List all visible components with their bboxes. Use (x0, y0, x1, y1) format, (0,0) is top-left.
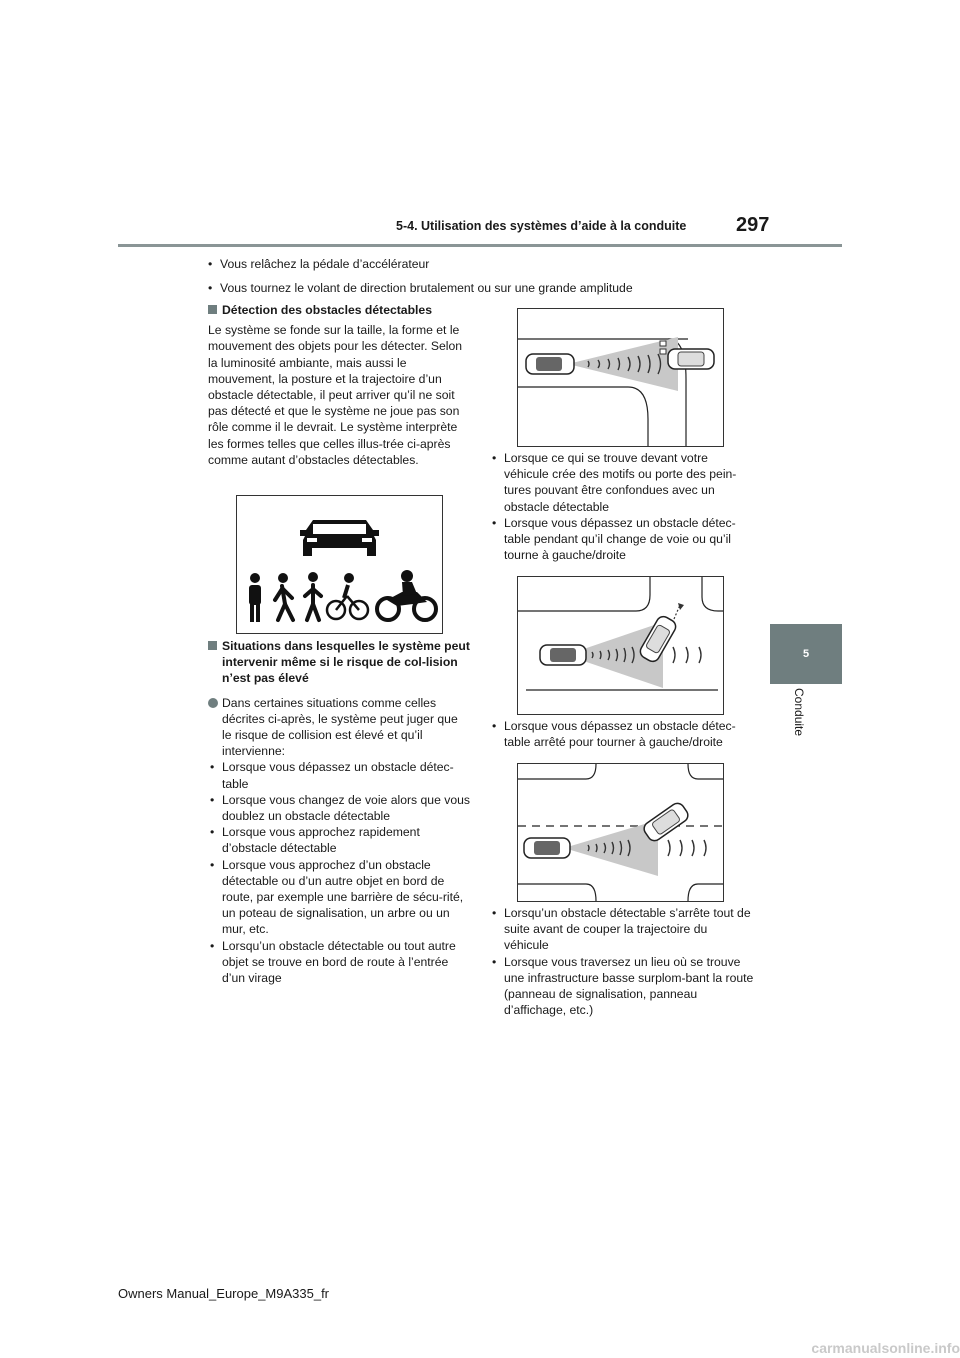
top-bullet-list (206, 256, 766, 296)
list-item: • Lorsqu’un obstacle détectable ou tout autre objet se trouve en bord de route à l’entrée d’un virage (208, 938, 470, 987)
situations-bullet-list (208, 759, 470, 986)
square-bullet-icon (208, 305, 217, 314)
list-item: • Vous relâchez la pédale d’accélérateur (206, 256, 766, 272)
figure-curve-scenario (517, 308, 724, 447)
chapter-number: 5 (802, 648, 810, 660)
square-bullet-icon (208, 641, 217, 650)
motorcycle-icon (377, 570, 436, 620)
watermark: carmanualsonline.info (811, 1340, 960, 1356)
section-title: 5-4. Utilisation des systèmes d’aide à la conduite (396, 219, 687, 233)
chapter-label: Conduite (792, 688, 806, 737)
stopped-vehicle (641, 801, 690, 844)
situations-section (208, 638, 470, 986)
pedestrian-carrying-icon (305, 572, 321, 620)
list-item: • Lorsque vous dépassez un obstacle détec-table (208, 759, 470, 791)
chapter-tab (770, 624, 842, 684)
right-bullet-list-2 (490, 718, 755, 750)
right-bullet-list-3 (490, 905, 755, 1018)
pedestrian-standing-icon (249, 573, 261, 622)
detection-body: Le système se fonde sur la taille, la forme et le mouvement des objets pour les détecter. Selon la luminosité ambiante, mais aussi le mouvement, la posture et la trajectoire d’un obstacle détectable, il peut arriver qu’il ne soit pas détecté et que le système ne joue pas son rôle comme il le devrait. Le système interprète les formes telles que celles illus-trée ci-après comme autant d’obstacles détectables. (208, 323, 463, 467)
detection-section (208, 302, 470, 468)
own-vehicle (524, 838, 570, 858)
own-vehicle (526, 354, 574, 374)
list-item: • Lorsque vous approchez rapidement d’obstacle détectable (208, 824, 470, 856)
list-item: • Lorsque vous approchez d’un obstacle détectable ou d’un autre objet en bord de route, par exemple une barrière de sécu-rité, un poteau de signalisation, un arbre ou un mur, etc. (208, 857, 470, 938)
page-number: 297 (736, 214, 770, 236)
figure-stopped-turning-scenario (517, 763, 724, 902)
right-bullet-list-1 (490, 450, 755, 563)
list-item: • Lorsque vous changez de voie alors que vous doublez un obstacle détectable (208, 792, 470, 824)
car-front-icon (300, 520, 379, 556)
figure-turning-scenario (517, 576, 724, 715)
figure-detectable-obstacles (236, 495, 443, 634)
header-divider (118, 244, 842, 247)
detection-heading: Détection des obstacles détectables (208, 302, 470, 318)
list-item: • Lorsque vous dépassez un obstacle détec-table pendant qu’il change de voie ou qu’il tourne à gauche/droite (490, 515, 755, 564)
own-vehicle (540, 645, 586, 665)
list-item: • Lorsque vous dépassez un obstacle détec-table arrêté pour tourner à gauche/droite (490, 718, 755, 750)
circle-bullet-icon (208, 698, 218, 708)
list-item: • Vous tournez le volant de direction brutalement ou sur une grande amplitude (206, 280, 766, 296)
footer-manual-id: Owners Manual_Europe_M9A335_fr (118, 1286, 330, 1301)
list-item: • Lorsqu’un obstacle détectable s’arrête tout de suite avant de couper la trajectoire du véhicule (490, 905, 755, 954)
pedestrian-walking-icon (275, 573, 293, 620)
parked-vehicle (668, 349, 714, 369)
cyclist-icon (327, 573, 368, 619)
situations-intro: Dans certaines situations comme celles décrites ci-après, le système peut juger que le risque de collision est élevé et qu’il intervienne: (208, 695, 470, 760)
list-item: • Lorsque ce qui se trouve devant votre véhicule crée des motifs ou porte des pein-tures pouvant être confondues avec un obstacle détectable (490, 450, 755, 515)
situations-heading: Situations dans lesquelles le système peut intervenir même si le risque de col-lision n’est pas élevé (208, 638, 470, 687)
list-item: • Lorsque vous traversez un lieu où se trouve une infrastructure basse surplom-bant la route (panneau de signalisation, panneau d’affichage, etc.) (490, 954, 755, 1019)
